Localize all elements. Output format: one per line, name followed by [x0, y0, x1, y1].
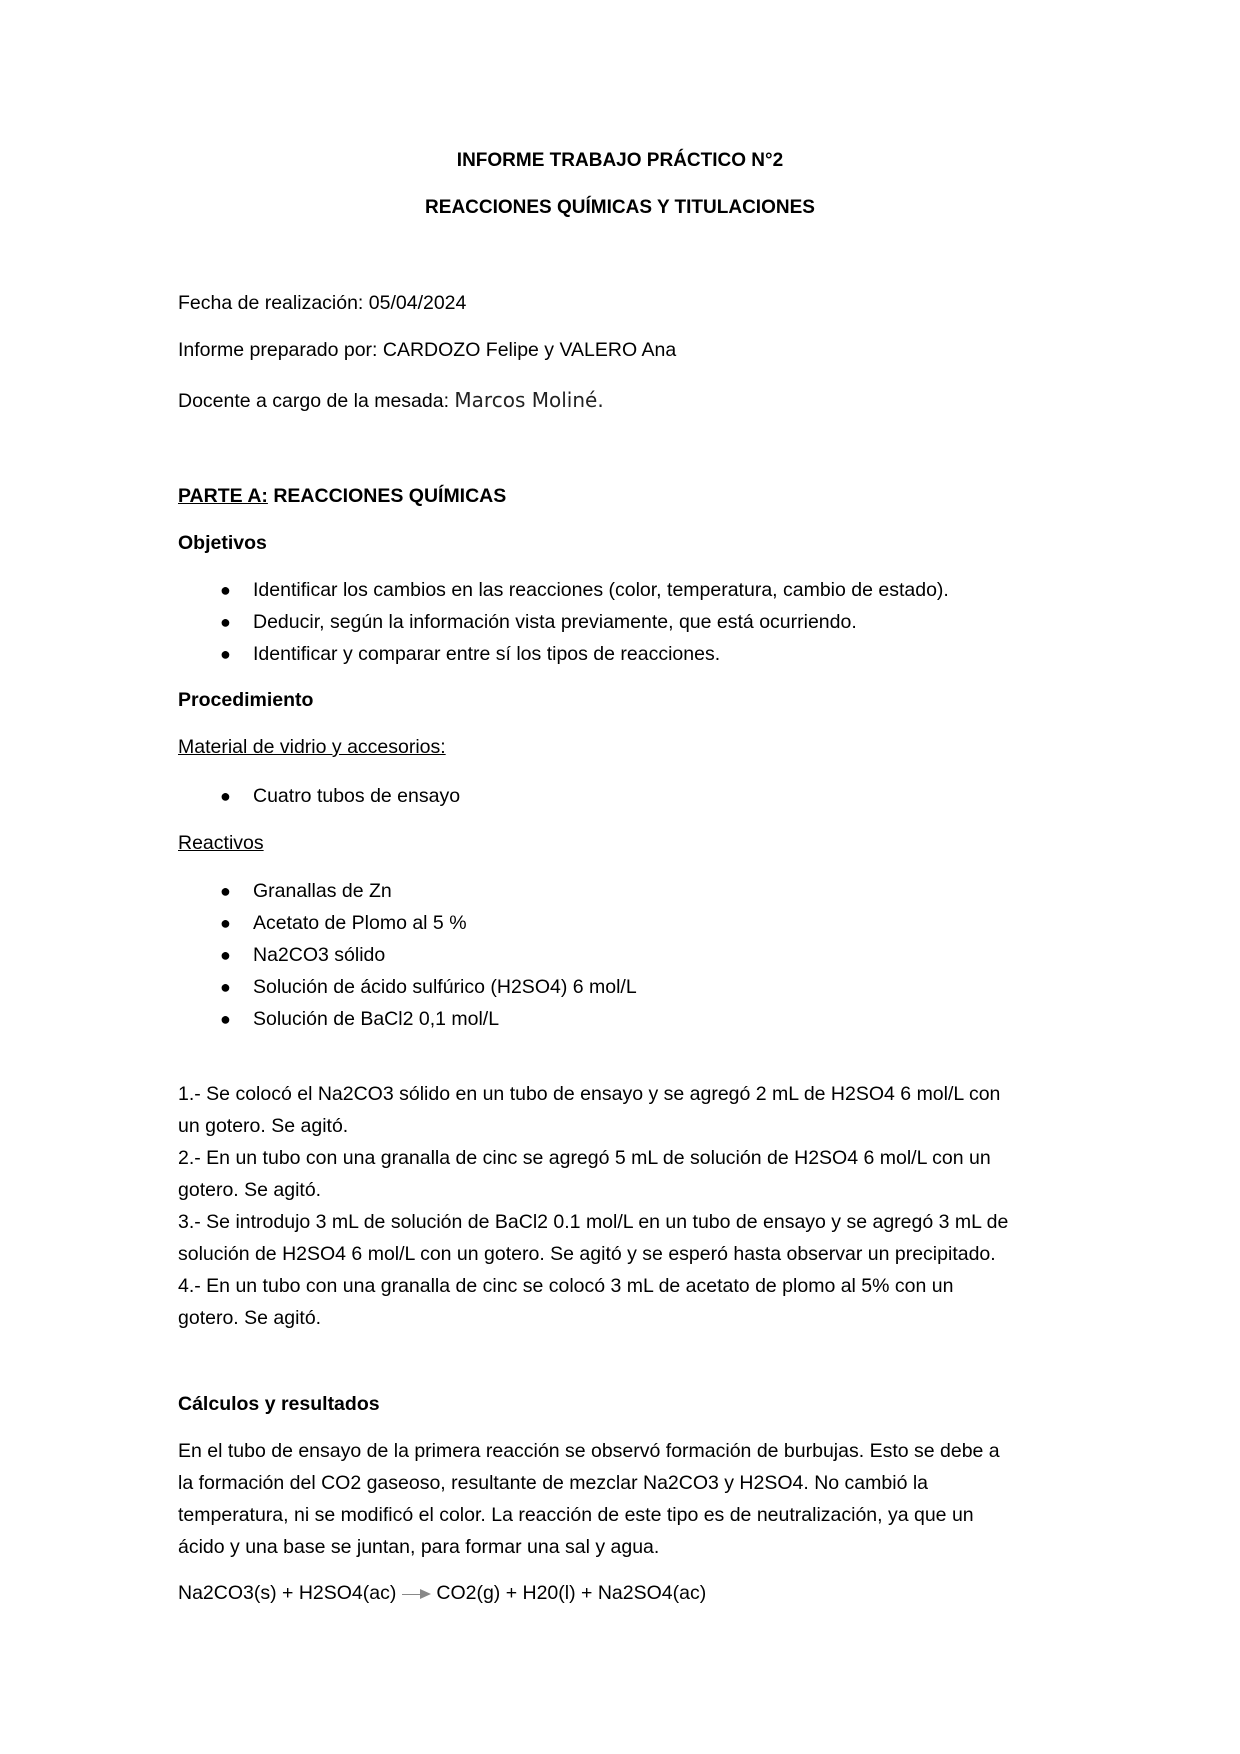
procedure-step-line: 4.- En un tubo con una granalla de cinc se colocó 3 mL de acetato de plomo al 5% con un	[178, 1275, 954, 1297]
procedure-step-line: un gotero. Se agitó.	[178, 1115, 349, 1137]
procedure-step-line: 3.- Se introdujo 3 mL de solución de BaCl2 0.1 mol/L en un tubo de ensayo y se agregó 3 mL de	[178, 1211, 1009, 1233]
objective-item: Identificar los cambios en las reacciones (color, temperatura, cambio de estado).	[253, 579, 949, 601]
reaction-arrow-icon	[402, 1588, 432, 1600]
material-heading: Material de vidrio y accesorios:	[178, 736, 446, 758]
procedure-step-line: 2.- En un tubo con una granalla de cinc se agregó 5 mL de solución de H2SO4 6 mol/L con un	[178, 1147, 991, 1169]
equation-reactants: Na2CO3(s) + H2SO4(ac)	[178, 1582, 397, 1604]
bullet-icon: ●	[220, 1009, 231, 1029]
objectives-heading: Objetivos	[178, 532, 267, 554]
reagent-item: Solución de BaCl2 0,1 mol/L	[253, 1008, 500, 1030]
procedure-step-line: gotero. Se agitó.	[178, 1307, 322, 1329]
teacher-line	[178, 388, 604, 413]
objective-item: Identificar y comparar entre sí los tipos de reacciones.	[253, 643, 721, 665]
report-subtitle: REACCIONES QUÍMICAS Y TITULACIONES	[425, 197, 815, 218]
teacher-label: Docente a cargo de la mesada:	[178, 390, 455, 412]
reagent-item: Na2CO3 sólido	[253, 944, 386, 966]
reagent-item: Solución de ácido sulfúrico (H2SO4) 6 mol/L	[253, 976, 637, 998]
reagents-heading: Reactivos	[178, 832, 264, 854]
procedure-step-line: gotero. Se agitó.	[178, 1179, 322, 1201]
objective-item: Deducir, según la información vista previamente, que está ocurriendo.	[253, 611, 857, 633]
date-line: Fecha de realización: 05/04/2024	[178, 292, 467, 314]
material-item: Cuatro tubos de ensayo	[253, 785, 461, 807]
bullet-icon: ●	[220, 913, 231, 933]
bullet-icon: ●	[220, 977, 231, 997]
bullet-icon: ●	[220, 945, 231, 965]
prepared-by-line: Informe preparado por: CARDOZO Felipe y VALERO Ana	[178, 339, 677, 361]
results-paragraph-line: temperatura, ni se modificó el color. La reacción de este tipo es de neutralización, ya que un	[178, 1504, 974, 1526]
bullet-icon: ●	[220, 580, 231, 600]
chemical-equation	[178, 1582, 706, 1605]
bullet-icon: ●	[220, 612, 231, 632]
procedure-heading: Procedimiento	[178, 689, 314, 711]
procedure-step-line: solución de H2SO4 6 mol/L con un gotero. Se agitó y se esperó hasta observar un precipitado.	[178, 1243, 996, 1265]
equation-products: CO2(g) + H20(l) + Na2SO4(ac)	[436, 1582, 707, 1604]
results-paragraph-line: En el tubo de ensayo de la primera reacción se observó formación de burbujas. Esto se debe a	[178, 1440, 1000, 1462]
bullet-icon: ●	[220, 881, 231, 901]
results-heading: Cálculos y resultados	[178, 1393, 380, 1415]
bullet-icon: ●	[220, 786, 231, 806]
procedure-step-line: 1.- Se colocó el Na2CO3 sólido en un tubo de ensayo y se agregó 2 mL de H2SO4 6 mol/L con	[178, 1083, 1001, 1105]
report-title: INFORME TRABAJO PRÁCTICO N°2	[456, 150, 784, 171]
bullet-icon: ●	[220, 644, 231, 664]
reagent-item: Granallas de Zn	[253, 880, 392, 902]
part-a-title: REACCIONES QUÍMICAS	[267, 485, 507, 507]
part-a-heading	[178, 485, 506, 508]
results-paragraph-line: la formación del CO2 gaseoso, resultante de mezclar Na2CO3 y H2SO4. No cambió la	[178, 1472, 929, 1494]
reagent-item: Acetato de Plomo al 5 %	[253, 912, 467, 934]
part-a-prefix: PARTE A:	[178, 485, 268, 507]
results-paragraph-line: ácido y una base se juntan, para formar una sal y agua.	[178, 1536, 660, 1558]
teacher-name: Marcos Moliné.	[454, 388, 604, 412]
